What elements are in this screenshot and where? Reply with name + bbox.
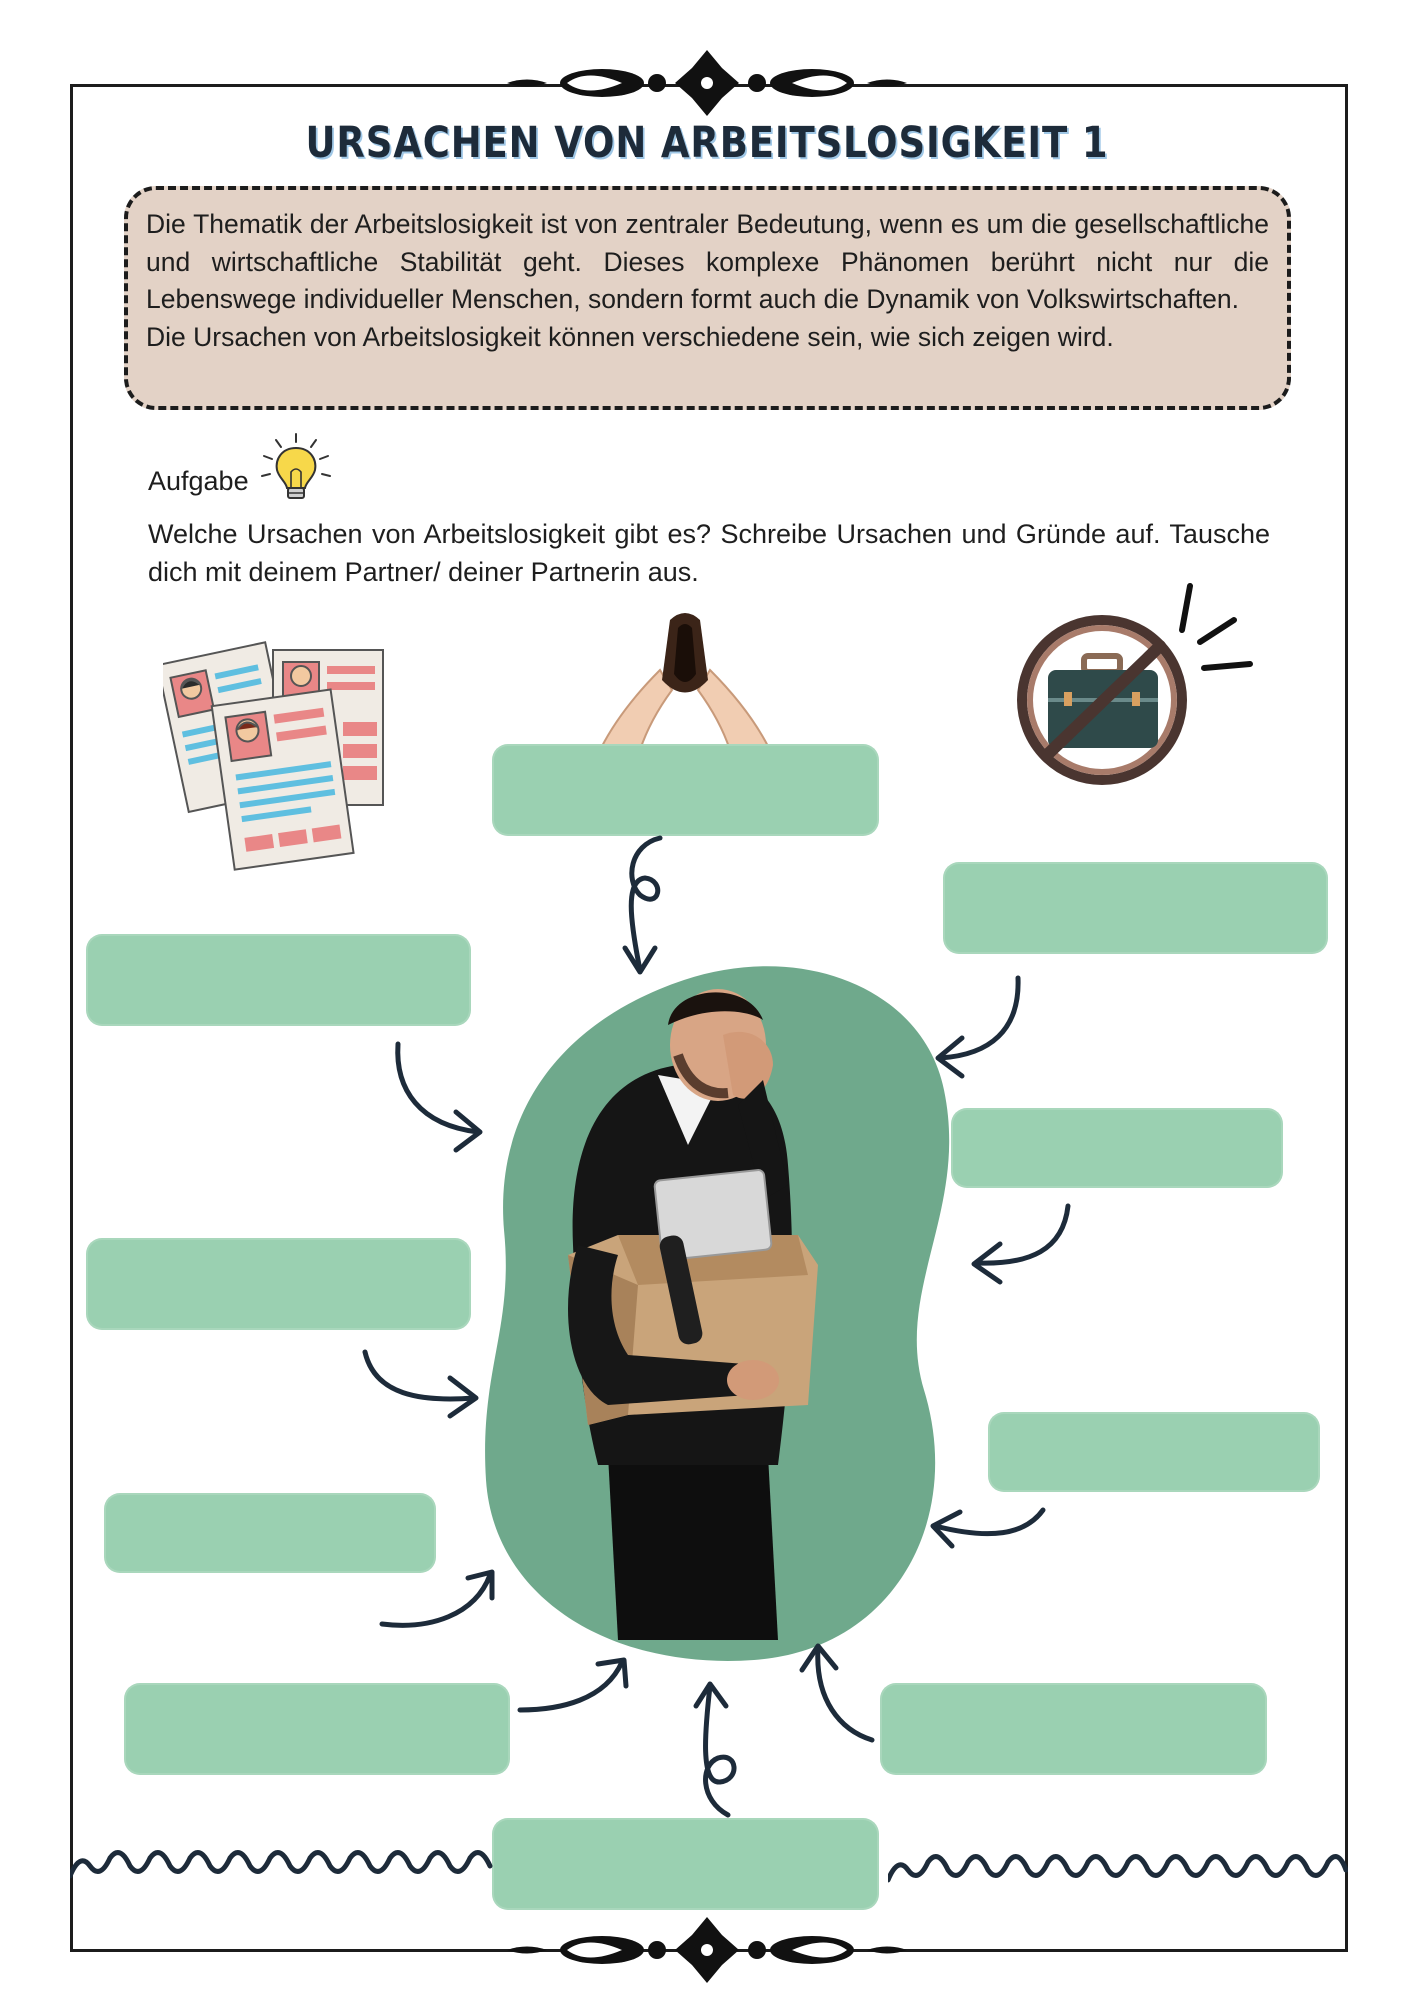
bottom-ornament — [507, 1915, 907, 1985]
sad-person-illustration — [548, 985, 868, 1640]
intro-box — [124, 186, 1291, 410]
answer-field-left-2[interactable] — [86, 1238, 471, 1330]
empty-wallet-icon — [600, 610, 770, 750]
answer-field-right-1[interactable] — [943, 862, 1328, 954]
zigzag-right — [888, 1852, 1348, 1886]
task-label: Aufgabe — [148, 466, 249, 496]
lightbulb-icon — [258, 432, 334, 506]
page-title: URSACHEN VON ARBEITSLOSIGKEIT 1 — [305, 118, 1109, 168]
answer-field-bottom[interactable] — [492, 1818, 879, 1910]
answer-field-left-3[interactable] — [104, 1493, 436, 1573]
answer-field-right-4[interactable] — [880, 1683, 1267, 1775]
zigzag-left — [70, 1848, 500, 1882]
answer-field-right-3[interactable] — [988, 1412, 1320, 1492]
answer-field-top[interactable] — [492, 744, 879, 836]
resume-documents-icon — [163, 632, 393, 872]
no-briefcase-icon — [1012, 580, 1257, 785]
intro-paragraph: Die Ursachen von Arbeitslosigkeit können verschiedene sein, wie sich zeigen wird. — [146, 321, 1114, 352]
task-text: Welche Ursachen von Arbeitslosigkeit gibt es? Schreibe Ursachen und Gründe auf. Tausche dich mit deinem Partner/ deiner Partnerin aus. — [148, 519, 1270, 587]
answer-field-right-2[interactable] — [951, 1108, 1283, 1188]
intro-paragraph: Die Thematik der Arbeitslosigkeit ist von zentraler Bedeutung, wenn es um die gesellschaftliche und wirtschaftliche Stabilität geht. Dieses komplexe Phänomen berührt nicht nur die Lebenswege individueller Menschen, sondern formt auch die Dynamik von Volkswirtschaften. — [146, 209, 1269, 314]
answer-field-left-1[interactable] — [86, 934, 471, 1026]
answer-field-left-4[interactable] — [124, 1683, 510, 1775]
top-ornament — [507, 48, 907, 118]
